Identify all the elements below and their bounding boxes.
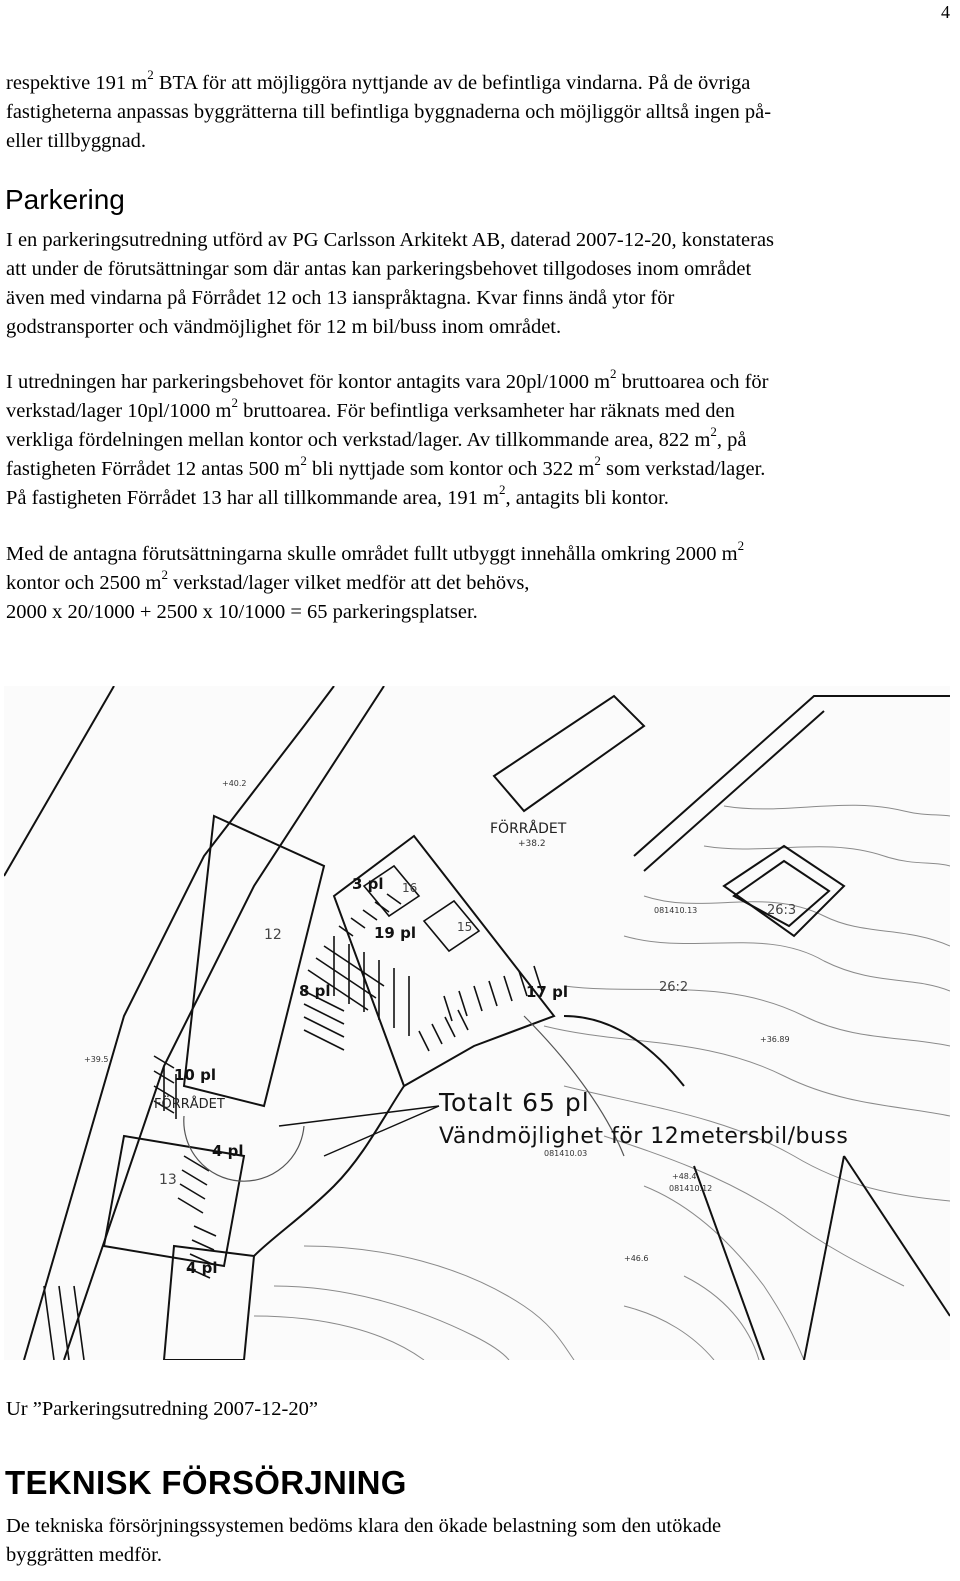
- superscript: 2: [147, 67, 154, 83]
- text-line: byggrätten medför.: [6, 1544, 162, 1566]
- map-label-plot-16: 16: [402, 881, 418, 895]
- teknisk-paragraph: [6, 1512, 950, 1570]
- map-label-elev-top: +38.2: [518, 839, 546, 849]
- text-line: godstransporter och vändmöjlighet för 12 m bil/buss inom området.: [6, 316, 562, 338]
- intro-line: fastigheterna anpassas byggrätterna till befintliga byggnaderna och möjliggör alltså ingen på-: [6, 101, 772, 123]
- text-line: bli nyttjade som kontor och 322 m: [306, 458, 595, 480]
- superscript: 2: [231, 395, 238, 411]
- text-line: även med vindarna på Förrådet 12 och 13 ianspråktagna. Kvar finns ändå ytor för: [6, 287, 675, 309]
- site-outlines: [4, 686, 950, 1360]
- map-label-survey-7: +39.5: [84, 1055, 109, 1064]
- map-label-plot-26-2: 26:2: [659, 980, 689, 995]
- map-label-forradet-left: FÖRRÅDET: [154, 1097, 225, 1112]
- text-line: fastigheten Förrådet 12 antas 500 m: [6, 458, 301, 480]
- map-label-parking-10: 10 pl: [174, 1066, 216, 1084]
- text-line: bruttoarea. För befintliga verksamheter har räknats med den: [237, 400, 735, 422]
- intro-line: eller tillbyggnad.: [6, 130, 147, 152]
- map-label-parking-17: 17 pl: [526, 983, 568, 1001]
- parkering-paragraph-3: [6, 540, 950, 627]
- map-label-survey-6: +36.89: [760, 1035, 790, 1044]
- map-label-survey-1: 081410.13: [654, 906, 698, 915]
- text-line: Med de antagna förutsättningarna skulle området fullt utbyggt innehålla omkring 2000 m: [6, 543, 738, 565]
- map-label-survey-3: +48.4: [672, 1172, 697, 1181]
- map-label-parking-19: 19 pl: [374, 924, 416, 942]
- section-heading-parkering: Parkering: [5, 184, 125, 215]
- map-label-parking-8: 8 pl: [299, 982, 331, 1000]
- text-line: De tekniska försörjningssystemen bedöms klara den ökade belastning som den utökade: [6, 1515, 722, 1537]
- intro-line: respektive 191 m: [6, 72, 148, 94]
- text-line: 2000 x 20/1000 + 2500 x 10/1000 = 65 parkeringsplatser.: [6, 601, 478, 623]
- map-label-parking-4a: 4 pl: [212, 1142, 244, 1160]
- text-line: , antagits bli kontor.: [505, 487, 669, 509]
- superscript: 2: [300, 453, 307, 469]
- text-line: På fastigheten Förrådet 13 har all tillkommande area, 191 m: [6, 487, 499, 509]
- map-label-survey-4: 081410.03: [544, 1149, 588, 1158]
- text-line: som verkstad/lager.: [600, 458, 766, 480]
- text-line: I en parkeringsutredning utförd av PG Carlsson Arkitekt AB, daterad 2007-12-20, konstateras: [6, 229, 775, 251]
- text-line: verkstad/lager 10pl/1000 m: [6, 400, 232, 422]
- text-line: att under de förutsättningar som där antas kan parkeringsbehovet tillgodoses inom området: [6, 258, 752, 280]
- text-line: kontor och 2500 m: [6, 572, 162, 594]
- figure-caption: Ur ”Parkeringsutredning 2007-12-20”: [6, 1398, 318, 1420]
- superscript: 2: [161, 567, 168, 583]
- map-label-survey-8: +40.2: [222, 779, 247, 788]
- parkering-paragraph-1: [6, 226, 950, 342]
- map-label-plot-12: 12: [264, 927, 282, 943]
- text-line: , på: [716, 429, 747, 451]
- map-label-forradet-top: FÖRRÅDET: [490, 821, 567, 837]
- map-label-plot-15: 15: [457, 920, 473, 934]
- section-heading-teknisk: TEKNISK FÖRSÖRJNING: [5, 1464, 407, 1501]
- map-label-plot-26-3: 26:3: [767, 903, 797, 918]
- text-line: verkliga fördelningen mellan kontor och verkstad/lager. Av tillkommande area, 822 m: [6, 429, 711, 451]
- intro-paragraph: [6, 69, 950, 156]
- intro-line: BTA för att möjliggöra nyttjande av de befintliga vindarna. På de övriga: [153, 72, 751, 94]
- map-label-survey-2: 081410.12: [669, 1184, 713, 1193]
- map-label-parking-3: 3 pl: [352, 875, 384, 893]
- superscript: 2: [499, 482, 506, 498]
- parkering-paragraph-2: [6, 368, 950, 513]
- text-line: verkstad/lager vilket medför att det behövs,: [167, 572, 530, 594]
- map-label-total: Totalt 65 pl: [439, 1088, 590, 1117]
- text-line: bruttoarea och för: [616, 371, 769, 393]
- superscript: 2: [737, 538, 745, 554]
- superscript: 2: [610, 366, 617, 382]
- parking-site-plan-map: [4, 686, 950, 1360]
- map-label-turning: Vändmöjlighet för 12metersbil/buss: [439, 1124, 849, 1149]
- text-line: I utredningen har parkeringsbehovet för kontor antagits vara 20pl/1000 m: [6, 371, 611, 393]
- page-number: 4: [941, 2, 950, 22]
- superscript: 2: [710, 424, 717, 440]
- map-label-parking-4b: 4 pl: [186, 1259, 218, 1277]
- map-label-survey-5: +46.6: [624, 1254, 649, 1263]
- superscript: 2: [594, 453, 601, 469]
- map-label-plot-13: 13: [159, 1172, 177, 1188]
